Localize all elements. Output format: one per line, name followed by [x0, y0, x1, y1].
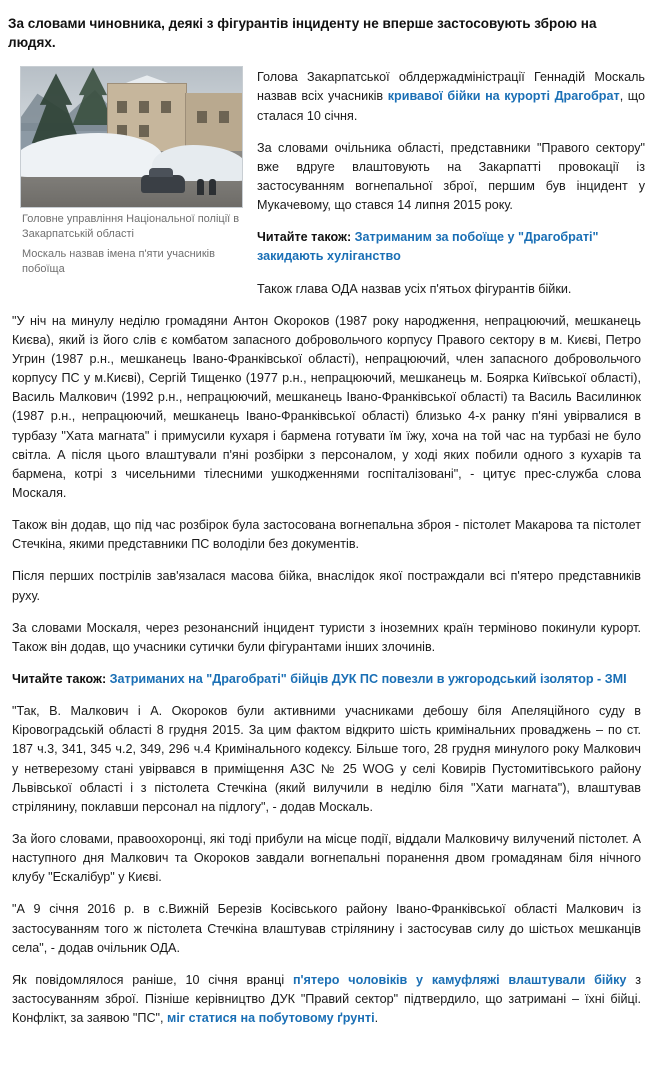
- article-top-block: [8, 66, 645, 311]
- read-also-2-prefix: Читайте також:: [12, 671, 110, 686]
- photo-window: [117, 101, 127, 113]
- photo-window: [139, 125, 149, 137]
- article-lede: За словами чиновника, деякі з фігурантів інциденту не вперше застосовують зброю на людях.: [8, 16, 597, 51]
- photo-window: [197, 111, 207, 123]
- final-part-2: з застосуванням зброї. Пізніше керівництво ДУК "Правий сектор" підтвердило, що затримані – їхні бійці. Конфлікт, за заявою "ПС",: [12, 972, 642, 1026]
- photo-car: [141, 175, 185, 193]
- body-paragraph-1: "У ніч на минулу неділю громадяни Антон Окороков (1987 року народження, непрацюючий, мешканець Києва), який із його слів є комбатом запасного добровольчого корпусу Правого сектору в м. Києві, Петро Угрин (1987 р.н., мешканець Івано-Франківської області), непрацюючий, член запасного добровольчого корпусу ПС у м.Києві), Сергій Тищенко (1977 р.н., непрацюючий, мешканець м. Боярка Київської області), Василь Малкович (1992 р.н., непрацюючий, мешканець Івано-Франківської області) та Василь Василинюк (1987 р.н., непрацюючий, мешканець Івано-Франківської області) близько 4-х ранку п'яні увірвалися в турбазу "Хата магната" і примусили кухаря і бармена готувати їм їжу, хоча на той час на турбазі не було світла. А після цього влаштували п'яні розбірки з персоналом, у ході яких побили одного з кухарів та бармена, котрі з чисельними тілесними ушкодженнями госпіталізовані", - цитує прес-служба слова Москаля.: [12, 313, 641, 500]
- intro-paragraph-2: За словами очільника області, представники "Правого сектору" вже вдруге влаштовують на Закарпатті провокації із застосуванням вогнепальної зброї, першим був інцидент у Мукачевому, що стався 14 липня 2015 року.: [257, 140, 645, 213]
- body-paragraph-6: За його словами, правоохоронці, які тоді прибули на місце події, віддали Малковичу вилучений пістолет. А наступного дня Малкович та Окороков завдали вогнепальні поранення двом громадянам біля нічного клубу "Ескалібур" у Києві.: [12, 831, 641, 885]
- photo-caption: Головне управління Національної поліції в Закарпатській області: [20, 208, 243, 241]
- after-read-also-1: Також глава ОДА назвав усіх п'ятьох фігурантів бійки.: [257, 281, 572, 296]
- photo-person: [209, 179, 216, 195]
- photo-caption-link[interactable]: Москаль назвав імена п'яти учасників побоїща: [22, 248, 215, 275]
- intro-p1-before: Голова Закарпатської облдержадміністрації Геннадій Москаль назвав всіх учасників: [257, 70, 645, 104]
- photo-window: [139, 101, 149, 113]
- intro-p1-link[interactable]: кривавої бійки на курорті Драгобрат: [387, 89, 620, 104]
- photo-snowbank: [20, 133, 163, 177]
- article-figure: [20, 66, 243, 276]
- read-also-1-link[interactable]: Затриманим за побоїще у "Драгобраті" закидають хуліганство: [257, 230, 599, 264]
- read-also-2-link[interactable]: Затриманих на "Драгобраті" бійців ДУК ПС повезли в ужгородський ізолятор - ЗМІ: [109, 671, 627, 686]
- final-link-2[interactable]: міг статися на побутовому ґрунті: [167, 1011, 375, 1026]
- body-paragraph-7: "А 9 січня 2016 р. в с.Вижній Березів Косівського району Івано-Франківської області Малкович із застосуванням того ж пістолета Стечкіна влаштував стрілянину і застосував силу до шістьох мешканців села", - додав очільник ОДА.: [12, 902, 641, 955]
- final-part-1: Як повідомлялося раніше, 10 січня вранці: [12, 972, 293, 987]
- photo-person: [197, 179, 204, 195]
- body-paragraph-3: Після перших пострілів зав'язалася масова бійка, внаслідок якої постраждали всі п'ятеро представників руху.: [12, 569, 641, 603]
- photo-window: [219, 111, 229, 123]
- read-also-2: [12, 670, 641, 689]
- read-also-1-prefix: Читайте також:: [257, 230, 355, 245]
- body-paragraph-4: За словами Москаля, через резонансний інцидент туристи з іноземних країн терміново покинули курорт. Також він додав, що учасники сутички були фігурантами інших злочинів.: [12, 620, 641, 654]
- final-link-1[interactable]: п'ятеро чоловіків у камуфляжі влаштували бійку: [292, 972, 627, 987]
- final-paragraph: [12, 971, 641, 1028]
- body-paragraph-5: "Так, В. Малкович і А. Окороков були активними учасниками дебошу біля Апеляційного суду в Кіровоградській області 8 грудня 2015. За цим фактом відкрито шість кримінальних проваджень – по ст. 187 ч.3, 341, 345 ч.2, 349, 296 ч.4 Кримінального кодексу. Більше того, 28 грудня минулого року Малкович у нетверезому стані увірвався в приміщення АЗС № 25 WOG у селі Ковирів Пустомитівського району Львівської області і з пістолета Стечкіна (який вилучили в неділю біля "Хати магната"), влаштував стрілянину, поклавши персонал на підлогу", - додав Москаль.: [12, 704, 641, 814]
- body-paragraph-2: Також він додав, що під час розбірок була застосована вогнепальна зброя - пістолет Макарова та пістолет Стечкіна, якими представники ПС володіли без документів.: [12, 518, 641, 552]
- final-part-3: .: [374, 1011, 379, 1026]
- article-photo: [20, 66, 243, 208]
- article-body: [8, 312, 645, 1029]
- intro-p1-after: , що сталася 10 січня.: [257, 89, 645, 123]
- photo-window: [161, 101, 171, 113]
